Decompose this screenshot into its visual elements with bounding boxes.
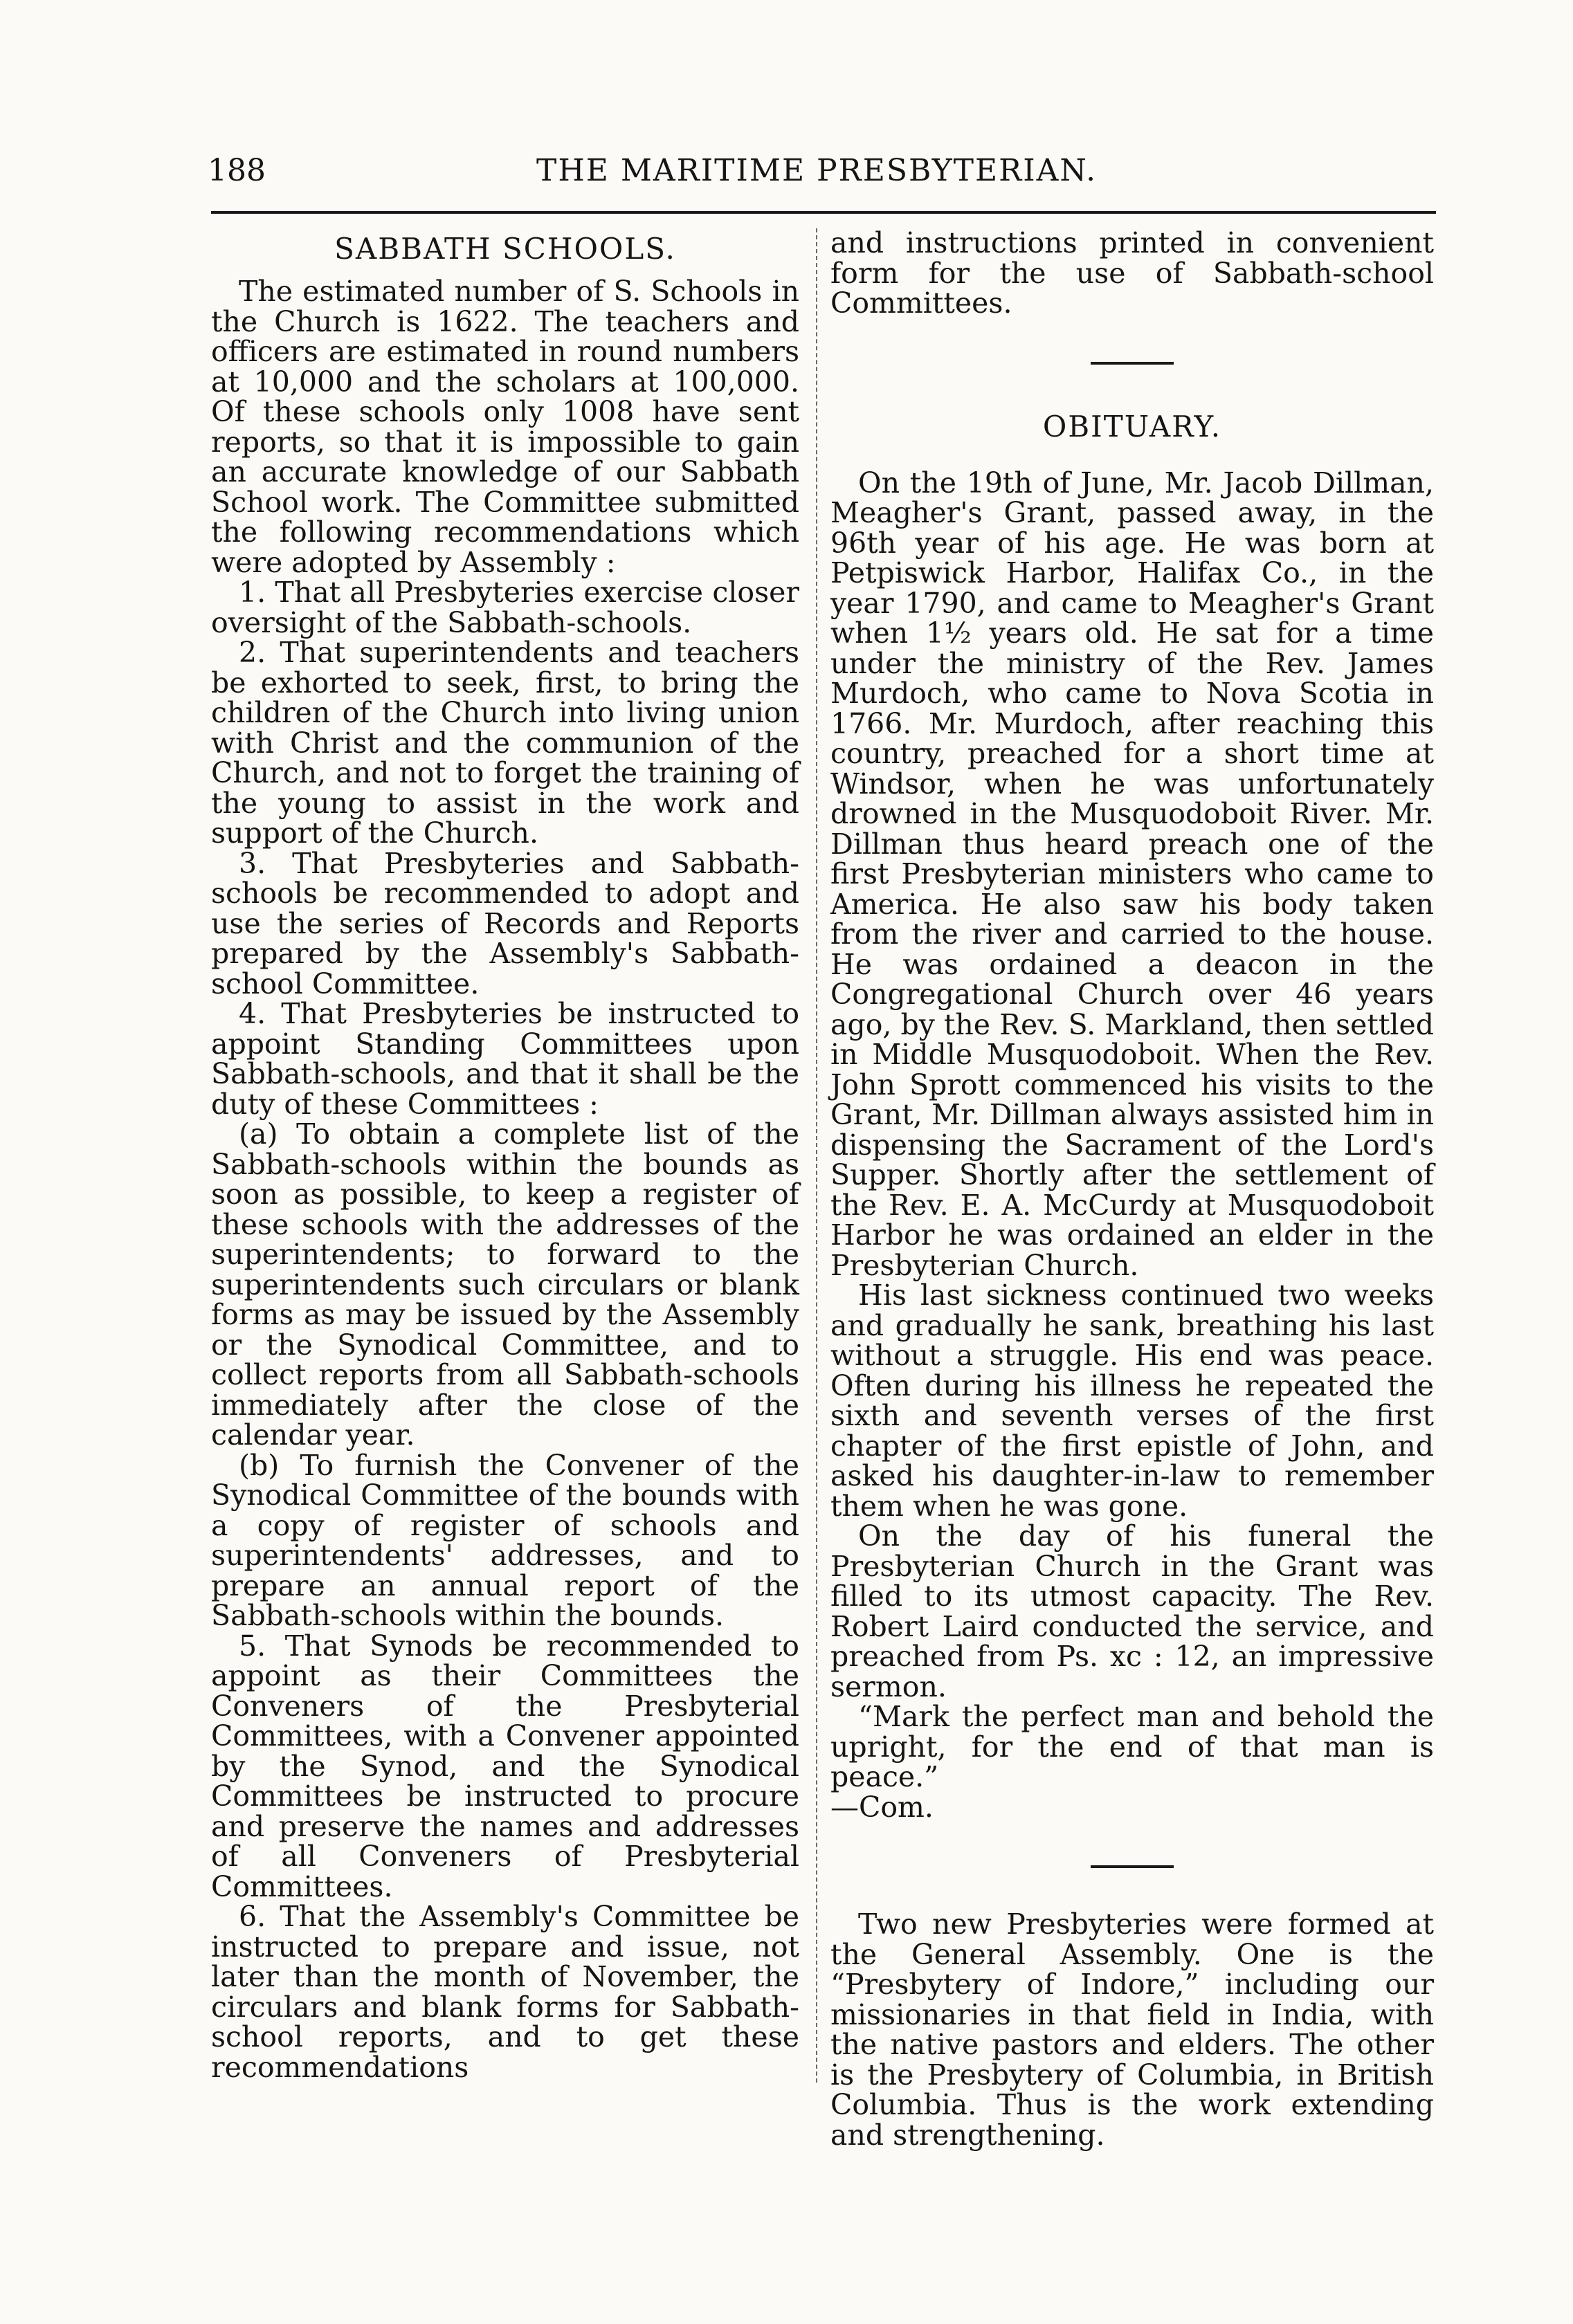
recommendation-item: 5. That Synods be recommended to appoint as their Committees the Conveners of the Presbyterial Committees, with a Convener appointed by the Synod, and the Synodical Committees be instructed to procure and preserve the names and addresses of all Conveners of Presbyterial Committees. <box>211 1629 799 1903</box>
section-heading-obituary: OBITUARY. <box>1042 409 1222 443</box>
recommendation-item: 4. That Presbyteries be instructed to appoint Standing Committees upon Sabbath-schools, and that it shall be the duty of these Committees : <box>211 997 799 1121</box>
page-header <box>208 147 1453 195</box>
section-rule <box>1091 362 1174 365</box>
obituary-signature: —Com. <box>830 1790 934 1824</box>
recommendation-item: 2. That superintendents and teachers be exhorted to seek, first, to bring the children of the Church into living union with Christ and the communion of the Church, and not to forget the training of the young to assist in the work and support of the Church. <box>211 636 799 850</box>
recommendation-item: 1. That all Presbyteries exercise closer oversight of the Sabbath-schools. <box>211 576 799 639</box>
header-rule <box>211 211 1436 214</box>
left-column <box>211 228 799 2083</box>
page-number: 188 <box>208 153 266 188</box>
recommendation-item: 6. That the Assembly's Committee be instructed to prepare and issue, not later than the month of November, the circulars and blank forms for Sabbath-school reports, and to get these recommendations <box>211 1900 799 2084</box>
obituary-paragraph: His last sickness continued two weeks and gradually he sank, breathing his last without a struggle. His end was peace. Often during his illness he repeated the sixth and seventh verses of the first chapter of the first epistle of John, and asked his daughter-in-law to remember them when he was gone. <box>830 1279 1434 1523</box>
continuation-paragraph: and instructions printed in convenient form for the use of Sabbath-school Committees. <box>830 226 1434 320</box>
journal-title: THE MARITIME PRESBYTERIAN. <box>536 153 1098 188</box>
obituary-paragraph: On the day of his funeral the Presbyterian Church in the Grant was filled to its utmost capacity. The Rev. Robert Laird conducted the service, and preached from Ps. xc : 12, an impressive sermon. <box>830 1519 1434 1703</box>
recommendation-subitem: (a) To obtain a complete list of the Sabbath-schools within the bounds as soon as possible, to keep a register of these schools with the addresses of the superintendents; to forward to the superintendents such circulars or blank forms as may be issued by the Assembly or the Synodical Committee, and to collect reports from all Sabbath-schools immediately after the close of the calendar year. <box>211 1117 799 1452</box>
obituary-paragraph: On the 19th of June, Mr. Jacob Dillman, Meagher's Grant, passed away, in the 96th year of his age. He was born at Petpiswick Harbor, Halifax Co., in the year 1790, and came to Meagher's Grant when 1½ years old. He sat for a time under the ministry of the Rev. James Murdoch, who came to Nova Scotia in 1766. Mr. Murdoch, after reaching this country, preached for a short time at Windsor, when he was unfortunately drowned in the Musquodoboit River. Mr. Dillman thus heard preach one of the first Presbyterian ministers who came to America. He also saw his body taken from the river and carried to the house. He was ordained a deacon in the Congregational Church over 46 years ago, by the Rev. S. Markland, then settled in Middle Musquodoboit. When the Rev. John Sprott commenced his visits to the Grant, Mr. Dillman always assisted him in dispensing the Sacrament of the Lord's Supper. Shortly after the settlement of the Rev. E. A. McCurdy at Musquodoboit Harbor he was ordained an elder in the Presbyterian Church. <box>830 466 1434 1282</box>
paragraph: The estimated number of S. Schools in the Church is 1622. The teachers and officers are estimated in round numbers at 10,000 and the scholars at 100,000. Of these schools only 1008 have sent reports, so that it is impossible to gain an accurate knowledge of our Sabbath School work. The Committee submitted the following recommendations which were adopted by Assembly : <box>211 275 799 579</box>
section-rule <box>1091 1865 1174 1868</box>
news-paragraph: Two new Presbyteries were formed at the General Assembly. One is the “Presbytery of Indore,” including our missionaries in that field in India, with the native pastors and elders. The other is the Presbytery of Columbia, in British Columbia. Thus is the work extending and strengthening. <box>830 1907 1434 2152</box>
obituary-quote: “Mark the perfect man and behold the upright, for the end of that man is peace.” <box>830 1700 1434 1793</box>
section-heading-sabbath-schools: SABBATH SCHOOLS. <box>334 232 676 266</box>
recommendation-subitem: (b) To furnish the Convener of the Synodical Committee of the bounds with a copy of register of schools and superintendents' addresses, and to prepare an annual report of the Sabbath-schools within the bounds. <box>211 1448 799 1632</box>
right-column <box>830 228 1434 2150</box>
recommendation-item: 3. That Presbyteries and Sabbath-schools be recommended to adopt and use the series of Records and Reports prepared by the Assembly's Sabbath-school Committee. <box>211 846 799 1000</box>
column-divider <box>816 228 817 2083</box>
